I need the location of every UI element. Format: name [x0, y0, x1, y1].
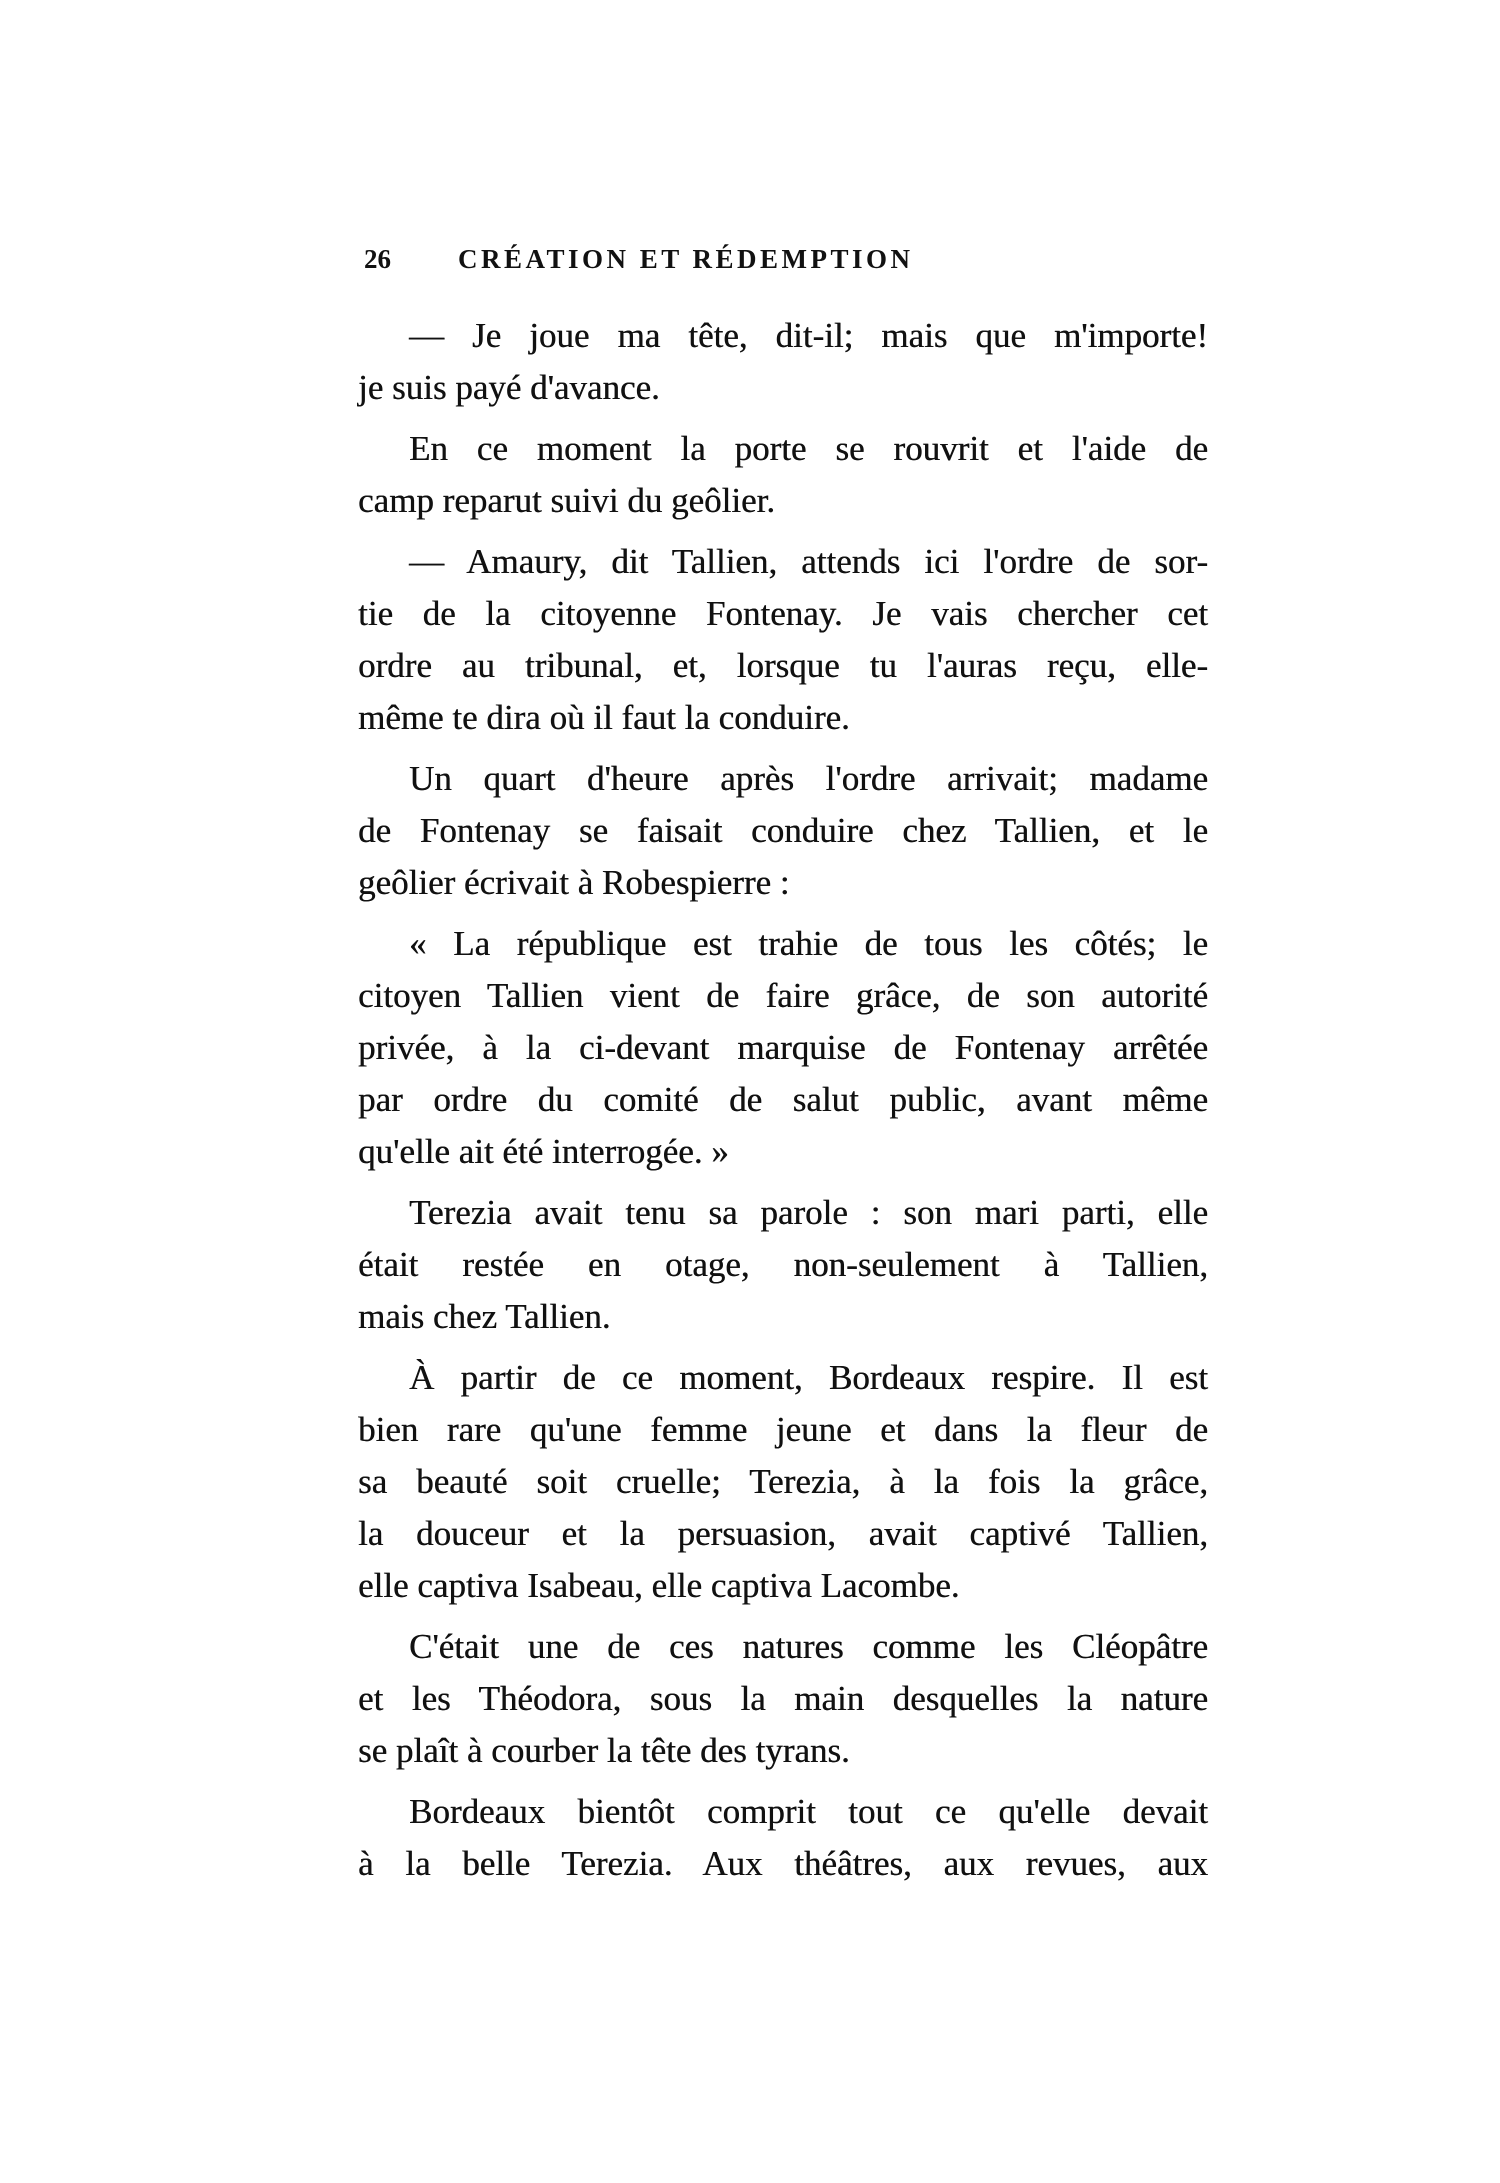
- text-line: bien rare qu'une femme jeune et dans la fleur de: [358, 1410, 1208, 1449]
- running-header: [358, 244, 1208, 284]
- page-number: 26: [364, 244, 391, 274]
- text-line: de Fontenay se faisait conduire chez Tallien, et le: [358, 811, 1208, 850]
- text-line: privée, à la ci-devant marquise de Fontenay arrêtée: [358, 1028, 1208, 1067]
- text-line: se plaît à courber la tête des tyrans.: [358, 1731, 850, 1770]
- text-line: était restée en otage, non-seulement à Tallien,: [358, 1245, 1208, 1284]
- running-title: CRÉATION ET RÉDEMPTION: [458, 244, 914, 274]
- paragraph: [358, 1352, 1208, 1612]
- text-line: geôlier écrivait à Robespierre :: [358, 863, 790, 902]
- text-line: « La république est trahie de tous les côtés; le: [409, 924, 1208, 963]
- text-line: qu'elle ait été interrogée. »: [358, 1132, 729, 1171]
- text-line: sa beauté soit cruelle; Terezia, à la fois la grâce,: [358, 1462, 1208, 1501]
- text-line: À partir de ce moment, Bordeaux respire. Il est: [409, 1358, 1208, 1397]
- paragraph: [358, 423, 1208, 527]
- text-line: ordre au tribunal, et, lorsque tu l'auras reçu, elle-: [358, 646, 1208, 685]
- paragraph: [358, 753, 1208, 909]
- paragraph: [358, 918, 1208, 1178]
- text-line: camp reparut suivi du geôlier.: [358, 481, 775, 520]
- page-body-text: [358, 310, 1208, 1899]
- text-line: Bordeaux bientôt comprit tout ce qu'elle devait: [409, 1792, 1208, 1831]
- text-line: je suis payé d'avance.: [358, 368, 660, 407]
- text-line: Un quart d'heure après l'ordre arrivait; madame: [409, 759, 1208, 798]
- text-line: la douceur et la persuasion, avait captivé Tallien,: [358, 1514, 1208, 1553]
- paragraph: [358, 1187, 1208, 1343]
- text-line: — Amaury, dit Tallien, attends ici l'ordre de sor-: [409, 542, 1208, 581]
- paragraph: [358, 310, 1208, 414]
- paragraph: [358, 536, 1208, 744]
- text-line: et les Théodora, sous la main desquelles la nature: [358, 1679, 1208, 1718]
- text-line: En ce moment la porte se rouvrit et l'aide de: [409, 429, 1208, 468]
- paragraph: [358, 1786, 1208, 1890]
- text-line: — Je joue ma tête, dit-il; mais que m'importe!: [409, 316, 1208, 355]
- paragraph: [358, 1621, 1208, 1777]
- text-line: tie de la citoyenne Fontenay. Je vais chercher cet: [358, 594, 1208, 633]
- text-line: par ordre du comité de salut public, avant même: [358, 1080, 1208, 1119]
- text-line: elle captiva Isabeau, elle captiva Lacombe.: [358, 1566, 960, 1605]
- text-line: citoyen Tallien vient de faire grâce, de son autorité: [358, 976, 1208, 1015]
- text-line: mais chez Tallien.: [358, 1297, 611, 1336]
- text-line: Terezia avait tenu sa parole : son mari parti, elle: [409, 1193, 1208, 1232]
- text-line: à la belle Terezia. Aux théâtres, aux revues, aux: [358, 1844, 1208, 1883]
- text-line: même te dira où il faut la conduire.: [358, 698, 850, 737]
- text-line: C'était une de ces natures comme les Cléopâtre: [409, 1627, 1208, 1666]
